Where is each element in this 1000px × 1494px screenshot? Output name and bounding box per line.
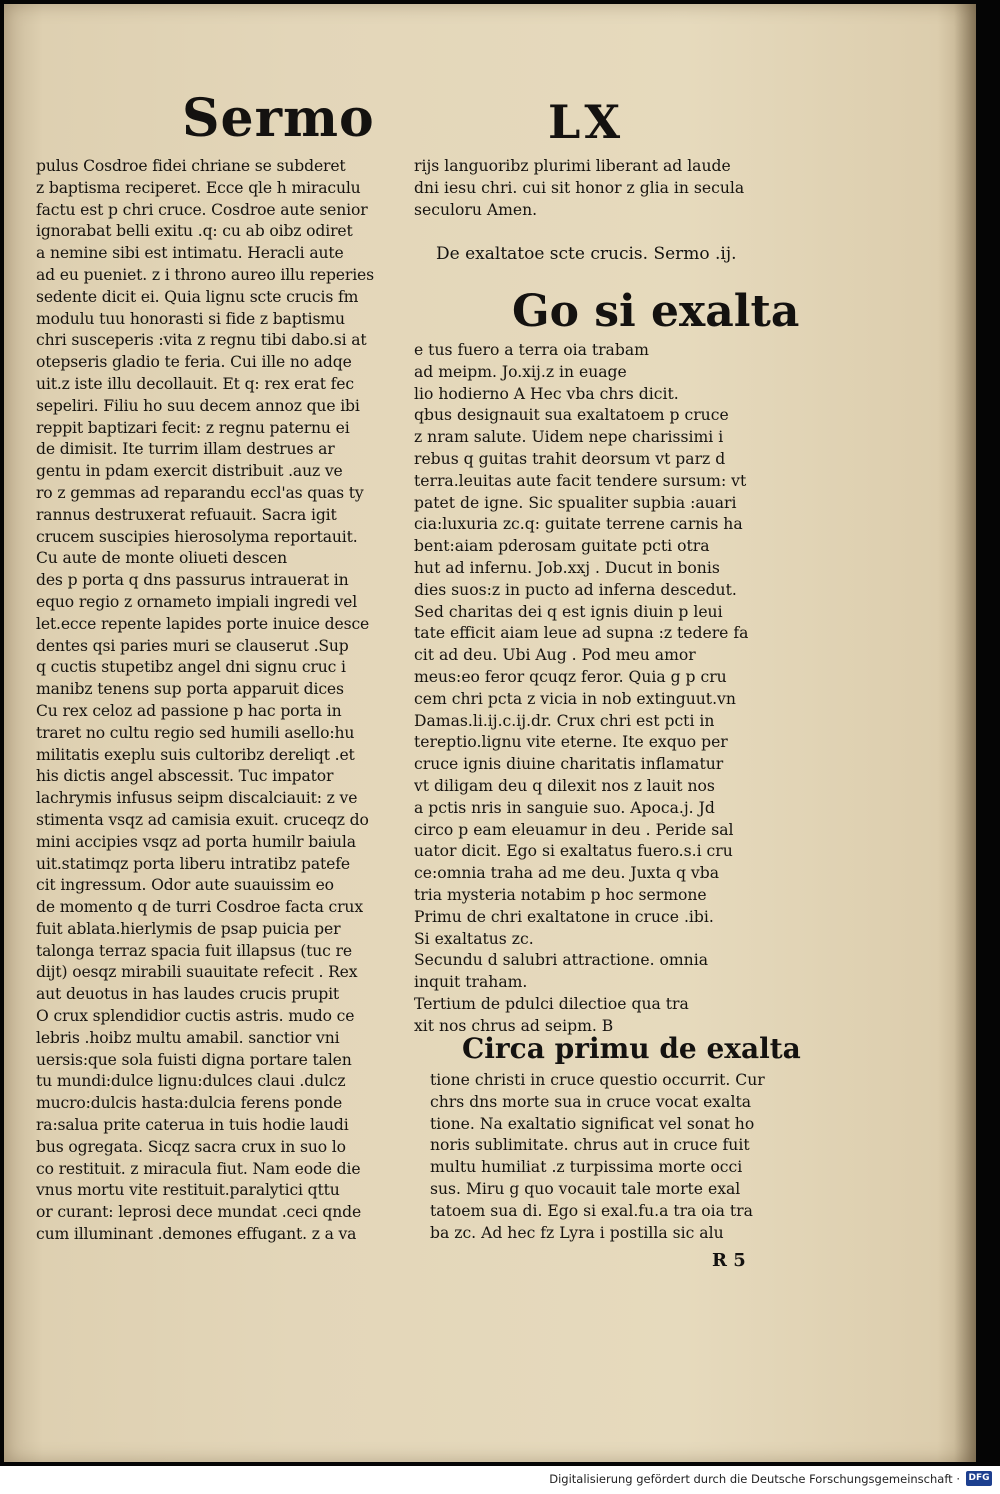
text-line: de momento q de turri Cosdroe facta crux [36,898,363,917]
text-line: multu humiliat .z turpissima morte occi [430,1158,743,1177]
text-line: equo regio z ornameto impiali ingredi vel [36,592,358,611]
text-line: chrs dns morte sua in cruce vocat exalta [430,1092,752,1111]
text-line: his dictis angel abscessit. Tuc impator [36,767,334,786]
text-line: manibz tenens sup porta apparuit dices [36,680,344,699]
text-line: uator dicit. Ego si exaltatus fuero.s.i cru [414,842,733,861]
running-head-folio: LX [548,95,625,149]
text-line: tate efficit aiam leue ad supna :z tedere fa [414,624,749,643]
text-line: Cu aute de monte oliueti descen [36,549,287,568]
text-line: traret no cultu regio sed humili asello:hu [36,723,355,742]
text-line: co restituit. z miracula fiut. Nam eode die [36,1159,361,1178]
text-line: de dimisit. Ite turrim illam destrues ar [36,440,335,459]
text-line: ro z gemmas ad reparandu eccl'as quas ty [36,483,364,502]
text-line: meus:eo feror qcuqz feror. Quia g p cru [414,667,727,686]
right-column-top [414,156,786,221]
text-line: ad meipm. Jo.xij.z in euage [414,362,627,381]
text-line: rijs languoribz plurimi liberant ad laude [414,157,731,175]
text-line: uersis:que sola fuisti digna portare talen [36,1050,352,1069]
text-line: modulu tuu honorasti si fide z baptismu [36,309,345,328]
running-head-left: Sermo [182,88,375,149]
section-heading-circa: Circa primu de exalta [462,1032,801,1065]
text-line: pulus Cosdroe fidei chriane se subderet [36,157,346,175]
text-line: sus. Miru g quo vocauit tale morte exal [430,1179,741,1198]
text-line: xit nos chrus ad seipm. B [414,1016,614,1035]
page-edge-shadow [954,4,976,1462]
dfg-logo: DFG [966,1471,992,1486]
text-line: Tertium de pdulci dilectioe qua tra [414,994,689,1013]
text-line: Damas.li.ij.c.ij.dr. Crux chri est pcti in [414,711,715,730]
text-line: bent:aiam pderosam guitate pcti otra [414,537,710,556]
text-line: fuit ablata.hierlymis de psap puicia per [36,919,341,938]
text-line: let.ecce repente lapides porte inuice desce [36,614,370,633]
text-line: reppit baptizari fecit: z regnu paternu ei [36,418,350,437]
text-line: ignorabat belli exitu .q: cu ab oibz odiret [36,222,353,241]
text-line: factu est p chri cruce. Cosdroe aute senior [36,200,368,219]
text-line: ad eu pueniet. z i throno aureo illu reperies [36,265,374,284]
text-line: vt diligam deu q dilexit nos z lauit nos [414,776,715,795]
text-line: tione christi in cruce questio occurrit. Cur [430,1071,765,1089]
text-line: uit.statimqz porta liberu intratibz patefe [36,854,350,873]
text-line: bus ogregata. Sicqz sacra crux in suo lo [36,1137,346,1156]
text-line: des p porta q dns passurus intrauerat in [36,571,349,590]
text-line: stimenta vsqz ad camisia exuit. cruceqz do [36,810,369,829]
text-line: cia:luxuria zc.q: guitate terrene carnis ha [414,515,743,534]
text-line: hut ad infernu. Job.xxj . Ducut in bonis [414,558,720,577]
text-line: cem chri pcta z vicia in nob extinguut.vn [414,689,736,708]
text-line: aut deuotus in has laudes crucis prupit [36,985,340,1004]
text-line: terra.leuitas aute facit tendere sursum: vt [414,471,747,490]
text-line: Si exaltatus zc. [414,929,534,948]
text-line: z nram salute. Uidem nepe charissimi i [414,428,724,447]
text-line: lebris .hoibz multu amabil. sanctior vni [36,1028,340,1047]
text-line: e tus fuero a terra oia trabam [414,341,649,359]
text-line: gentu in pdam exercit distribuit .auz ve [36,462,343,481]
text-line: patet de igne. Sic spualiter supbia :auari [414,493,737,512]
text-line: noris sublimitate. chrus aut in cruce fuit [430,1136,750,1155]
text-line: lachrymis infusus seipm discalciauit: z ve [36,789,358,808]
text-line: tria mysteria notabim p hoc sermone [414,885,707,904]
text-line: Cu rex celoz ad passione p hac porta in [36,701,342,720]
text-line: tione. Na exaltatio significat vel sonat ho [430,1114,755,1133]
text-line: ce:omnia traha ad me deu. Juxta q vba [414,864,719,883]
text-line: militatis exeplu suis cultoribz dereliqt .et [36,745,355,764]
funding-credit: Digitalisierung gefördert durch die Deutsche Forschungsgemeinschaft · [549,1472,960,1486]
text-line: lio hodierno A Hec vba chrs dicit. [414,384,679,403]
text-line: circo p eam eleuamur in deu . Peride sal [414,820,734,839]
text-line: qbus designauit sua exaltatoem p cruce [414,406,729,425]
text-line: cit ingressum. Odor aute suauissim eo [36,876,334,895]
text-line: dies suos:z in pucto ad inferna descedut. [414,580,737,599]
text-line: mini accipies vsqz ad porta humilr baiula [36,832,356,851]
text-line: ra:salua prite caterua in tuis hodie laudi [36,1116,349,1135]
left-text-column [36,156,412,1246]
text-line: dni iesu chri. cui sit honor z glia in secula [414,178,745,197]
text-line: tereptio.lignu vite eterne. Ite exquo per [414,733,728,752]
signature-mark: R 5 [712,1250,746,1271]
text-line: dentes qsi paries muri se clauserut .Sup [36,636,349,655]
footer-bar [0,1466,1000,1494]
text-line: mucro:dulcis hasta:dulcia ferens ponde [36,1094,343,1113]
text-line: tu mundi:dulce lignu:dulces claui .dulcz [36,1072,346,1091]
sermon-title: De exaltatoe scte crucis. Sermo .ij. [436,244,737,264]
text-line: chri susceperis :vita z regnu tibi dabo.si at [36,331,367,350]
text-line: Primu de chri exaltatone in cruce .ibi. [414,907,714,926]
text-line: uit.z iste illu decollauit. Et q: rex erat fec [36,374,354,393]
text-line: crucem suscipies hierosolyma reportauit. [36,527,358,546]
text-line: otepseris gladio te feria. Cui ille no adqe [36,353,352,372]
text-line: O crux splendidior cuctis astris. mudo ce [36,1007,355,1026]
text-line: seculoru Amen. [414,200,538,219]
text-line: Secundu d salubri attractione. omnia [414,951,709,970]
text-line: cruce ignis diuine charitatis inflamatur [414,755,724,774]
text-line: dijt) oesqz mirabili suauitate refecit . Rex [36,963,358,982]
text-line: a nemine sibi est intimatu. Heracli aute [36,244,344,263]
text-line: talonga terraz spacia fuit illapsus (tuc re [36,941,352,960]
text-line: rannus destruxerat refuauit. Sacra igit [36,505,337,524]
text-line: Sed charitas dei q est ignis diuin p leui [414,602,723,621]
text-line: sepeliri. Filiu ho suu decem annoz que ibi [36,396,360,415]
text-line: q cuctis stupetibz angel dni signu cruc i [36,658,346,677]
text-line: a pctis nris in sanguie suo. Apoca.j. Jd [414,798,715,817]
text-line: ba zc. Ad hec fz Lyra i postilla sic alu [430,1223,724,1242]
text-line: z baptisma reciperet. Ecce qle h miraculu [36,178,361,197]
text-line: inquit traham. [414,973,528,992]
text-line: or curant: leprosi dece mundat .ceci qnde [36,1203,362,1222]
right-column-bottom [430,1070,786,1244]
right-column-main [414,340,786,1038]
text-line: sedente dicit ei. Quia lignu scte crucis fm [36,287,359,306]
text-line: tatoem sua di. Ego si exal.fu.a tra oia tra [430,1201,753,1220]
text-line: cit ad deu. Ubi Aug . Pod meu amor [414,646,696,665]
text-line: rebus q guitas trahit deorsum vt parz d [414,449,726,468]
text-line: cum illuminant .demones effugant. z a va [36,1225,357,1244]
sermon-opening-heading: Go si exalta [512,286,800,337]
text-line: vnus mortu vite restituit.paralytici qttu [36,1181,340,1200]
